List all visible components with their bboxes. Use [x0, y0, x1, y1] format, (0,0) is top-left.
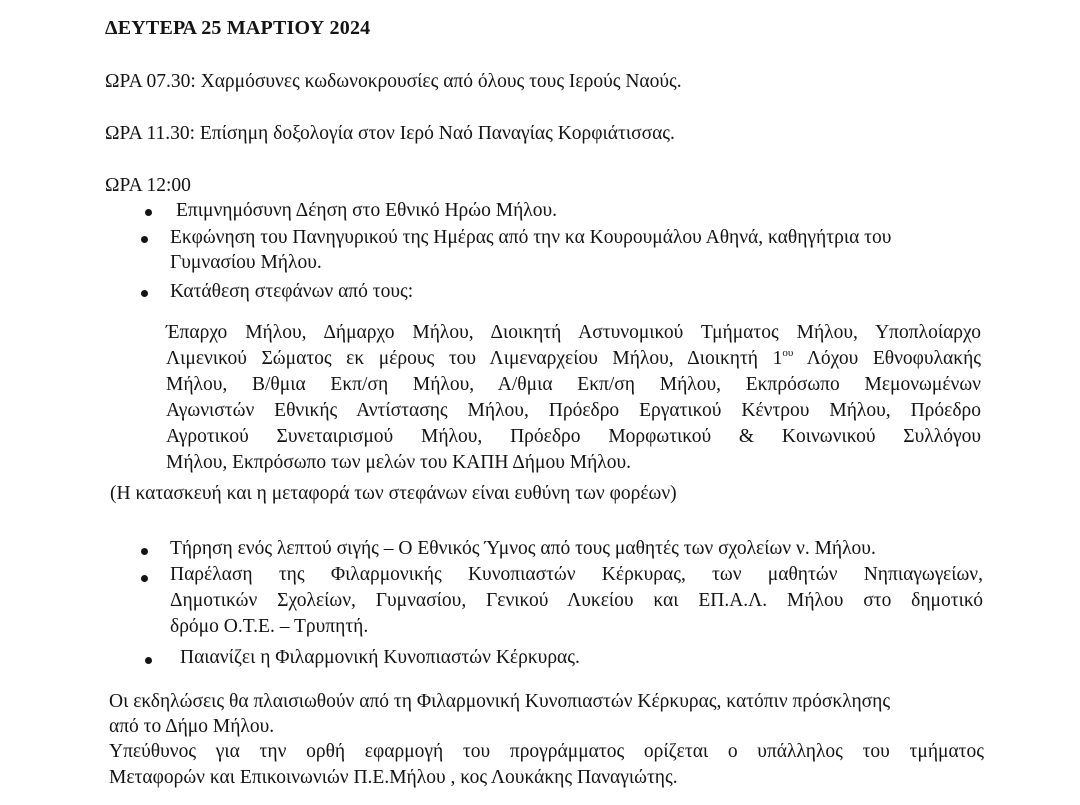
wreath-list-text: Λιμενικού Σώματος εκ μέρους του Λιμεναρχείου Μήλου, Διοικητή 1: [166, 348, 783, 369]
wreath-list-line: [166, 346, 981, 372]
bullet-marker: [141, 236, 148, 243]
wreath-list-line: Μήλου, Εκπρόσωπο των μελών του ΚΑΠΗ Δήμου Μήλου.: [166, 452, 632, 473]
schedule-line-0730: ΩΡΑ 07.30: Χαρμόσυνες κωδωνοκρουσίες από όλους τους Ιερούς Ναούς.: [105, 71, 682, 92]
wreath-list-paragraph: [166, 320, 981, 476]
bullet-parade-paragraph: [170, 562, 983, 640]
bullet-marker: [141, 575, 148, 582]
ordinal-superscript: ου: [782, 347, 794, 359]
bullet-band-plays: Παιανίζει η Φιλαρμονική Κυνοπιαστών Κέρκυρας.: [180, 647, 580, 668]
bullet-marker: [145, 209, 152, 216]
bullet-marker: [141, 548, 148, 555]
document-title: ΔΕΥΤΕΡΑ 25 ΜΑΡΤΙΟΥ 2024: [105, 17, 371, 39]
bullet-silence-anthem: Τήρηση ενός λεπτού σιγής – Ο Εθνικός Ύμνος από τους μαθητές των σχολείων ν. Μήλου.: [170, 538, 876, 559]
wreath-list-line: Έπαρχο Μήλου, Δήμαρχο Μήλου, Διοικητή Αστυνομικού Τμήματος Μήλου, Υποπλοίαρχο: [166, 322, 981, 343]
footer-responsible-line: Υπεύθυνος για την ορθή εφαρμογή του προγράμματος ορίζεται ο υπάλληλος του τμήματος: [109, 741, 984, 762]
bullet-parade-line: Δημοτικών Σχολείων, Γυμνασίου, Γενικού Λυκείου και ΕΠ.Α.Λ. Μήλου στο δημοτικό: [170, 590, 983, 611]
bullet-marker: [145, 657, 152, 664]
bullet-memorial-service: Επιμνημόσυνη Δέηση στο Εθνικό Ηρώο Μήλου.: [176, 200, 558, 221]
schedule-line-1200: ΩΡΑ 12:00: [105, 175, 191, 196]
footer-responsible-paragraph: [109, 739, 984, 791]
footer-responsible-line: Μεταφορών και Επικοινωνιών Π.Ε.Μήλου , κος Λουκάκης Παναγιώτης.: [109, 767, 678, 788]
schedule-line-1130: ΩΡΑ 11.30: Επίσημη δοξολογία στον Ιερό Ναό Παναγίας Κορφιάτισσας.: [105, 123, 675, 144]
wreath-list-text: Λόχου Εθνοφυλακής: [793, 348, 981, 369]
footer-band-line-1: Οι εκδηλώσεις θα πλαισιωθούν από τη Φιλαρμονική Κυνοπιαστών Κέρκυρας, κατόπιν πρόσκλησης: [109, 691, 891, 712]
bullet-wreath-laying: Κατάθεση στεφάνων από τους:: [170, 281, 414, 302]
wreath-list-line: Αγροτικού Συνεταιρισμού Μήλου, Πρόεδρο Μορφωτικού & Κοινωνικού Συλλόγου: [166, 426, 981, 447]
bullet-speech-line-2: Γυμνασίου Μήλου.: [170, 252, 322, 273]
bullet-parade-line: Παρέλαση της Φιλαρμονικής Κυνοπιαστών Κέρκυρας, των μαθητών Νηπιαγωγείων,: [170, 564, 983, 585]
footer-band-line-2: από το Δήμο Μήλου.: [109, 716, 275, 737]
wreath-note: (Η κατασκευή και η μεταφορά των στεφάνων είναι ευθύνη των φορέων): [110, 483, 677, 504]
bullet-speech-line-1: Εκφώνηση του Πανηγυρικού της Ημέρας από την κα Κουρουμάλου Αθηνά, καθηγήτρια του: [170, 227, 892, 248]
wreath-list-line: Μήλου, Β/θμια Εκπ/ση Μήλου, Α/θμια Εκπ/ση Μήλου, Εκπρόσωπο Μεμονωμένων: [166, 374, 981, 395]
bullet-marker: [141, 290, 148, 297]
bullet-parade-line: δρόμο Ο.Τ.Ε. – Τρυπητή.: [170, 616, 369, 637]
wreath-list-line: Αγωνιστών Εθνικής Αντίστασης Μήλου, Πρόεδρο Εργατικού Κέντρου Μήλου, Πρόεδρο: [166, 400, 981, 421]
